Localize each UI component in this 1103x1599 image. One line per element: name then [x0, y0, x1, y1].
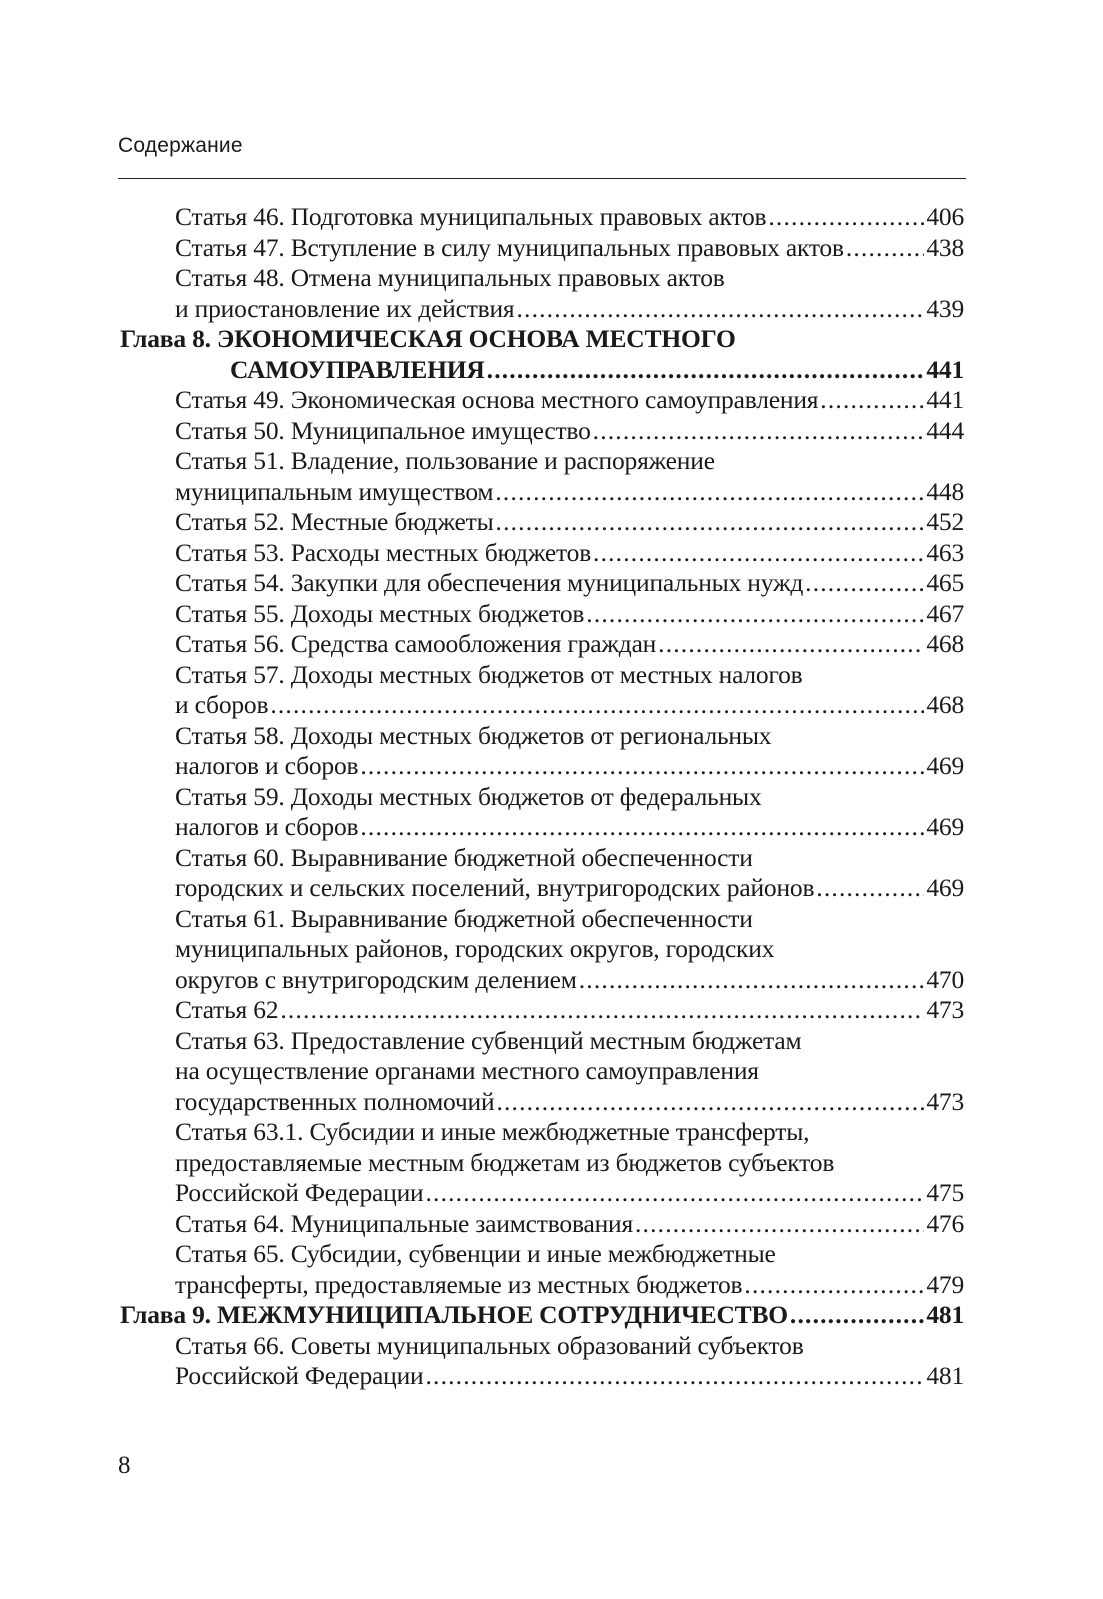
toc-entry-title-text: и приостановление их действия — [175, 293, 515, 323]
toc-entry-lines — [175, 263, 964, 324]
toc-article-entry[interactable] — [120, 1117, 964, 1209]
toc-entry-title-line: Статья 57. Доходы местных бюджетов от местных налогов — [175, 659, 803, 689]
toc-page-number: 406 — [926, 202, 964, 231]
toc-page-number: 452 — [926, 507, 964, 536]
toc-page-number: 448 — [926, 476, 964, 506]
toc-dot-leader — [846, 233, 925, 264]
toc-entry-lines — [175, 1026, 964, 1118]
toc-entry-title-text: Статья 54. Закупки для обеспечения муниципальных нужд — [175, 568, 804, 597]
toc-entry-title-text: Статья 52. Местные бюджеты — [175, 507, 494, 536]
toc-article-entry[interactable] — [120, 202, 964, 233]
toc-entry-title-line: Статья 63.1. Субсидии и иные межбюджетные трансферты, — [175, 1117, 810, 1146]
toc-dot-leader — [360, 751, 924, 782]
toc-entry-last-line — [175, 751, 964, 782]
toc-dot-leader — [790, 1300, 924, 1331]
toc-entry-title-text: Статья 62 — [175, 995, 279, 1024]
toc-page-number: 441 — [926, 354, 964, 384]
toc-chapter-entry[interactable] — [120, 1300, 964, 1331]
toc-dot-leader — [425, 1178, 924, 1209]
toc-dot-leader — [593, 538, 924, 569]
toc-entry-lines — [175, 721, 964, 782]
toc-entry-title-text: и сборов — [175, 690, 269, 719]
toc-entry-last-line — [175, 629, 964, 660]
toc-dot-leader — [579, 965, 925, 996]
toc-entry-lines — [175, 446, 964, 507]
toc-page-number: 441 — [926, 385, 964, 414]
toc-page-number: 467 — [926, 598, 964, 628]
toc-entry-last-line — [175, 233, 964, 264]
toc-article-entry[interactable] — [120, 446, 964, 507]
toc-entry-lines — [175, 385, 964, 416]
toc-entry-last-line — [175, 1361, 964, 1392]
toc-entry-last-line — [175, 538, 964, 569]
toc-entry-last-line — [120, 355, 964, 386]
toc-entry-title-text: Статья 47. Вступление в силу муниципальных правовых актов — [175, 232, 844, 262]
toc-entry-lines — [175, 843, 964, 904]
toc-entry-title-line: Статья 66. Советы муниципальных образований субъектов — [175, 1330, 804, 1360]
toc-entry-last-line — [175, 385, 964, 416]
toc-entry-title-line: на осуществление органами местного самоуправления — [175, 1056, 759, 1085]
toc-entry-title-text: Российской Федерации — [175, 1361, 424, 1390]
toc-page-number: 481 — [926, 1300, 964, 1329]
toc-article-entry[interactable] — [120, 721, 964, 782]
toc-page-number: 468 — [926, 629, 964, 658]
toc-article-entry[interactable] — [120, 538, 964, 569]
toc-dot-leader — [658, 629, 924, 660]
toc-entry-last-line — [175, 690, 964, 721]
toc-entry-title-text: трансферты, предоставляемые из местных бюджетов — [175, 1269, 743, 1299]
running-head-title: Содержание — [118, 134, 243, 157]
toc-entry-last-line — [175, 477, 964, 508]
toc-entry-last-line — [175, 1209, 964, 1240]
toc-entry-last-line — [175, 416, 964, 447]
page-number: 8 — [118, 1452, 131, 1479]
toc-entry-title-text: Статья 49. Экономическая основа местного самоуправления — [175, 385, 819, 414]
toc-entry-title-line: Глава 8. ЭКОНОМИЧЕСКАЯ ОСНОВА МЕСТНОГО — [120, 324, 736, 353]
toc-page-number: 475 — [926, 1178, 964, 1207]
toc-entry-title-text: городских и сельских поселений, внутригородских районов — [175, 873, 815, 902]
toc-dot-leader — [487, 355, 925, 386]
table-of-contents — [120, 202, 964, 1392]
toc-article-entry[interactable] — [120, 843, 964, 904]
toc-page-number: 473 — [926, 1086, 964, 1116]
toc-entry-title-text: Статья 53. Расходы местных бюджетов — [175, 537, 592, 567]
toc-entry-title-text: налогов и сборов — [175, 751, 359, 780]
toc-entry-lines — [175, 507, 964, 538]
toc-page-number: 469 — [926, 873, 964, 902]
toc-entry-title-text: округов с внутригородским делением — [175, 964, 577, 994]
toc-entry-title-line: Статья 60. Выравнивание бюджетной обеспеченности — [175, 842, 753, 872]
toc-entry-title-line: муниципальных районов, городских округов, городских — [175, 934, 775, 963]
toc-article-entry[interactable] — [120, 416, 964, 447]
toc-entry-lines — [175, 1331, 964, 1392]
toc-dot-leader — [270, 690, 924, 721]
toc-entry-last-line — [175, 568, 964, 599]
toc-article-entry[interactable] — [120, 660, 964, 721]
toc-entry-lines — [175, 660, 964, 721]
toc-entry-lines — [175, 904, 964, 996]
toc-chapter-entry[interactable] — [120, 324, 964, 385]
toc-article-entry[interactable] — [120, 1209, 964, 1240]
toc-dot-leader — [805, 568, 924, 599]
toc-entry-lines — [175, 599, 964, 630]
toc-entry-lines — [175, 1209, 964, 1240]
toc-dot-leader — [586, 599, 924, 630]
toc-entry-title-text: Статья 64. Муниципальные заимствования — [175, 1208, 633, 1238]
toc-entry-lines — [175, 629, 964, 660]
toc-entry-lines — [175, 995, 964, 1026]
toc-dot-leader — [496, 1087, 924, 1118]
toc-entry-last-line — [120, 1300, 964, 1331]
toc-entry-title-line: Статья 59. Доходы местных бюджетов от федеральных — [175, 781, 762, 811]
toc-entry-title-text: Статья 46. Подготовка муниципальных правовых актов — [175, 202, 767, 231]
toc-entry-last-line — [175, 1178, 964, 1209]
toc-entry-last-line — [175, 599, 964, 630]
toc-dot-leader — [360, 812, 924, 843]
toc-entry-lines — [175, 416, 964, 447]
toc-entry-title-line: Статья 58. Доходы местных бюджетов от региональных — [175, 720, 772, 750]
toc-entry-title-text: Глава 9. МЕЖМУНИЦИПАЛЬНОЕ СОТРУДНИЧЕСТВО — [120, 1300, 788, 1329]
toc-article-entry[interactable] — [120, 1239, 964, 1300]
toc-article-entry[interactable] — [120, 507, 964, 538]
toc-page-number: 465 — [926, 568, 964, 597]
toc-entry-last-line — [175, 812, 964, 843]
toc-article-entry[interactable] — [120, 1331, 964, 1392]
toc-entry-lines — [175, 1117, 964, 1209]
toc-entry-last-line — [175, 507, 964, 538]
toc-entry-title-line: Статья 48. Отмена муниципальных правовых актов — [175, 263, 725, 292]
toc-article-entry[interactable] — [120, 1026, 964, 1118]
toc-article-entry[interactable] — [120, 568, 964, 599]
toc-entry-title-text: муниципальным имуществом — [175, 476, 494, 506]
toc-article-entry[interactable] — [120, 782, 964, 843]
toc-entry-lines — [175, 202, 964, 233]
toc-page-number: 476 — [926, 1208, 964, 1238]
toc-entry-lines — [175, 782, 964, 843]
toc-article-entry[interactable] — [120, 385, 964, 416]
toc-article-entry[interactable] — [120, 233, 964, 264]
toc-page-number: 481 — [926, 1361, 964, 1390]
toc-dot-leader — [495, 477, 924, 508]
toc-entry-last-line — [175, 294, 964, 325]
toc-entry-last-line — [175, 202, 964, 233]
toc-article-entry[interactable] — [120, 629, 964, 660]
toc-page-number: 470 — [926, 964, 964, 994]
toc-entry-lines — [175, 1239, 964, 1300]
toc-entry-title-text: Статья 55. Доходы местных бюджетов — [175, 598, 585, 628]
toc-entry-lines — [120, 324, 964, 385]
toc-dot-leader — [593, 416, 925, 447]
toc-entry-title-line: Статья 65. Субсидии, субвенции и иные межбюджетные — [175, 1239, 776, 1268]
toc-page-number: 439 — [926, 293, 964, 323]
toc-entry-last-line — [175, 965, 964, 996]
toc-entry-title-line: Статья 61. Выравнивание бюджетной обеспеченности — [175, 903, 753, 933]
toc-entry-title-text: государственных полномочий — [175, 1086, 495, 1116]
toc-page-number: 463 — [926, 537, 964, 567]
toc-entry-last-line — [175, 873, 964, 904]
toc-entry-title-text: налогов и сборов — [175, 812, 359, 841]
toc-article-entry[interactable] — [120, 263, 964, 324]
header-rule — [118, 178, 966, 179]
toc-dot-leader — [425, 1361, 924, 1392]
toc-page-number: 468 — [926, 690, 964, 719]
toc-entry-title-text: Статья 56. Средства самообложения граждан — [175, 629, 657, 658]
toc-dot-leader — [768, 202, 924, 233]
toc-page-number: 469 — [926, 812, 964, 841]
toc-entry-title-line: предоставляемые местным бюджетам из бюджетов субъектов — [175, 1147, 835, 1177]
toc-dot-leader — [816, 873, 924, 904]
toc-dot-leader — [635, 1209, 924, 1240]
toc-article-entry[interactable] — [120, 995, 964, 1026]
toc-entry-last-line — [175, 995, 964, 1026]
toc-dot-leader — [280, 995, 924, 1026]
toc-entry-title-text: Статья 50. Муниципальное имущество — [175, 415, 591, 445]
toc-page-number: 479 — [926, 1269, 964, 1299]
toc-entry-title-line: Статья 51. Владение, пользование и распоряжение — [175, 446, 715, 475]
toc-entry-lines — [175, 568, 964, 599]
toc-page-number: 444 — [926, 415, 964, 445]
toc-dot-leader — [744, 1270, 924, 1301]
toc-article-entry[interactable] — [120, 904, 964, 996]
toc-entry-title-line: Статья 63. Предоставление субвенций местным бюджетам — [175, 1025, 802, 1055]
toc-page-number: 469 — [926, 751, 964, 780]
toc-entry-lines — [175, 538, 964, 569]
toc-article-entry[interactable] — [120, 599, 964, 630]
toc-entry-last-line — [175, 1270, 964, 1301]
toc-entry-title-text: САМОУПРАВЛЕНИЯ — [230, 354, 485, 384]
toc-page-number: 473 — [926, 995, 964, 1024]
toc-dot-leader — [496, 507, 925, 538]
toc-entry-lines — [175, 233, 964, 264]
toc-dot-leader — [516, 294, 924, 325]
toc-dot-leader — [820, 385, 924, 416]
toc-entry-last-line — [175, 1087, 964, 1118]
toc-page-number: 438 — [926, 232, 964, 262]
toc-entry-title-text: Российской Федерации — [175, 1178, 424, 1207]
toc-entry-lines — [120, 1300, 964, 1331]
